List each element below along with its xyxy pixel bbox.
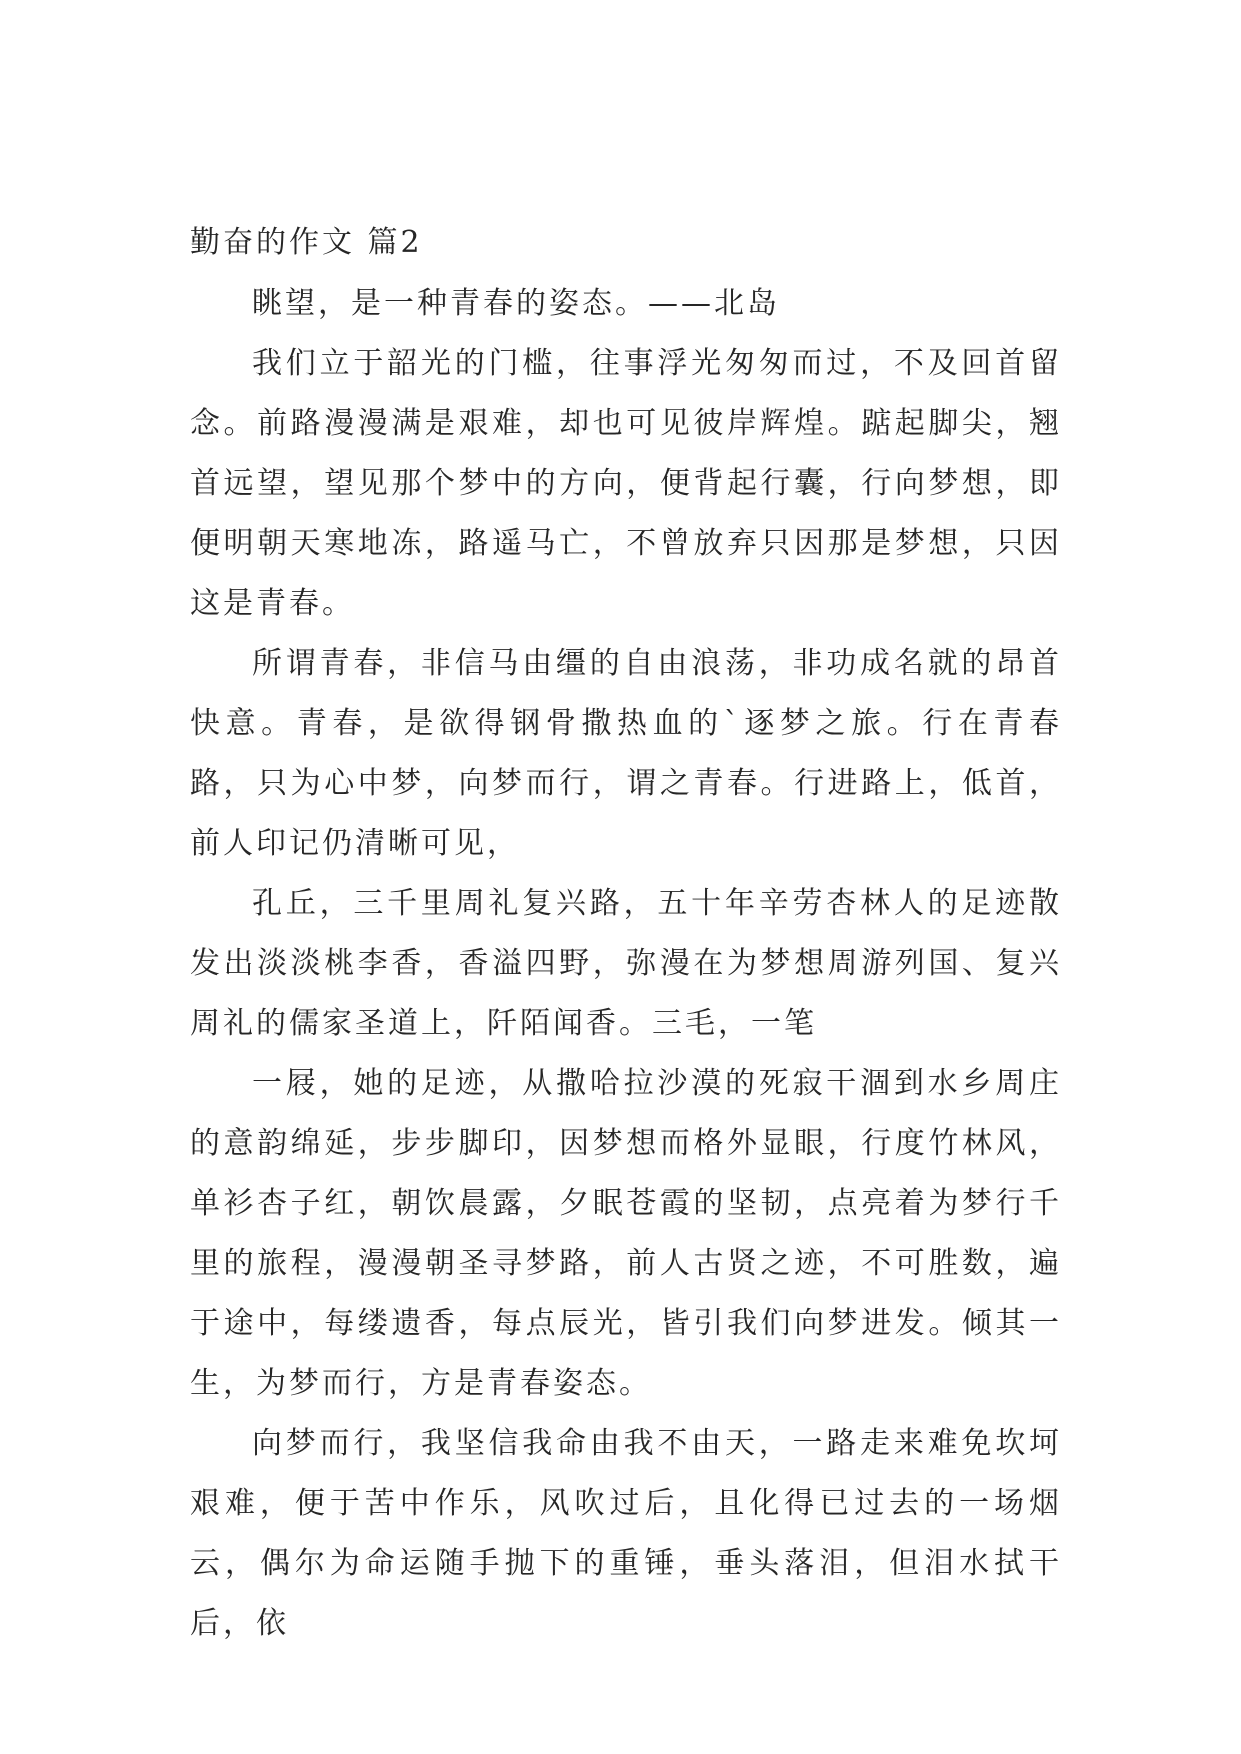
paragraph: 一屐，她的足迹，从撒哈拉沙漠的死寂干涸到水乡周庄的意韵绵延，步步脚印，因梦想而格外显眼，行度竹林风，单衫杏子红，朝饮晨露，夕眠苍霞的坚韧，点亮着为梦行千里的旅程，漫漫朝圣寻梦路，前人古贤之迹，不可胜数，遍于途中，每缕遗香，每点辰光，皆引我们向梦进发。倾其一生，为梦而行，方是青春姿态。 xyxy=(190,1066,1062,1401)
document-title: 勤奋的作文 篇2 xyxy=(190,225,423,260)
paragraph: 向梦而行，我坚信我命由我不由天，一路走来难免坎坷艰难，便于苦中作乐，风吹过后，且化得已过去的一场烟云，偶尔为命运随手抛下的重锤，垂头落泪，但泪水拭干后，依 xyxy=(190,1426,1062,1641)
paragraph: 所谓青春，非信马由缰的自由浪荡，非功成名就的昂首快意。青春，是欲得钢骨撒热血的`逐梦之旅。行在青春路，只为心中梦，向梦而行，谓之青春。行进路上，低首，前人印记仍清晰可见， xyxy=(190,646,1062,861)
paragraph-quote: 眺望，是一种青春的姿态。——北岛 xyxy=(252,286,780,321)
paragraph: 我们立于韶光的门槛，往事浮光匆匆而过，不及回首留念。前路漫漫满是艰难，却也可见彼岸辉煌。踮起脚尖，翘首远望，望见那个梦中的方向，便背起行囊，行向梦想，即便明朝天寒地冻，路遥马亡，不曾放弃只因那是梦想，只因这是青春。 xyxy=(190,346,1062,621)
paragraph: 孔丘，三千里周礼复兴路，五十年辛劳杏林人的足迹散发出淡淡桃李香，香溢四野，弥漫在为梦想周游列国、复兴周礼的儒家圣道上，阡陌闻香。三毛，一笔 xyxy=(190,886,1062,1041)
document-body xyxy=(190,212,1062,1654)
